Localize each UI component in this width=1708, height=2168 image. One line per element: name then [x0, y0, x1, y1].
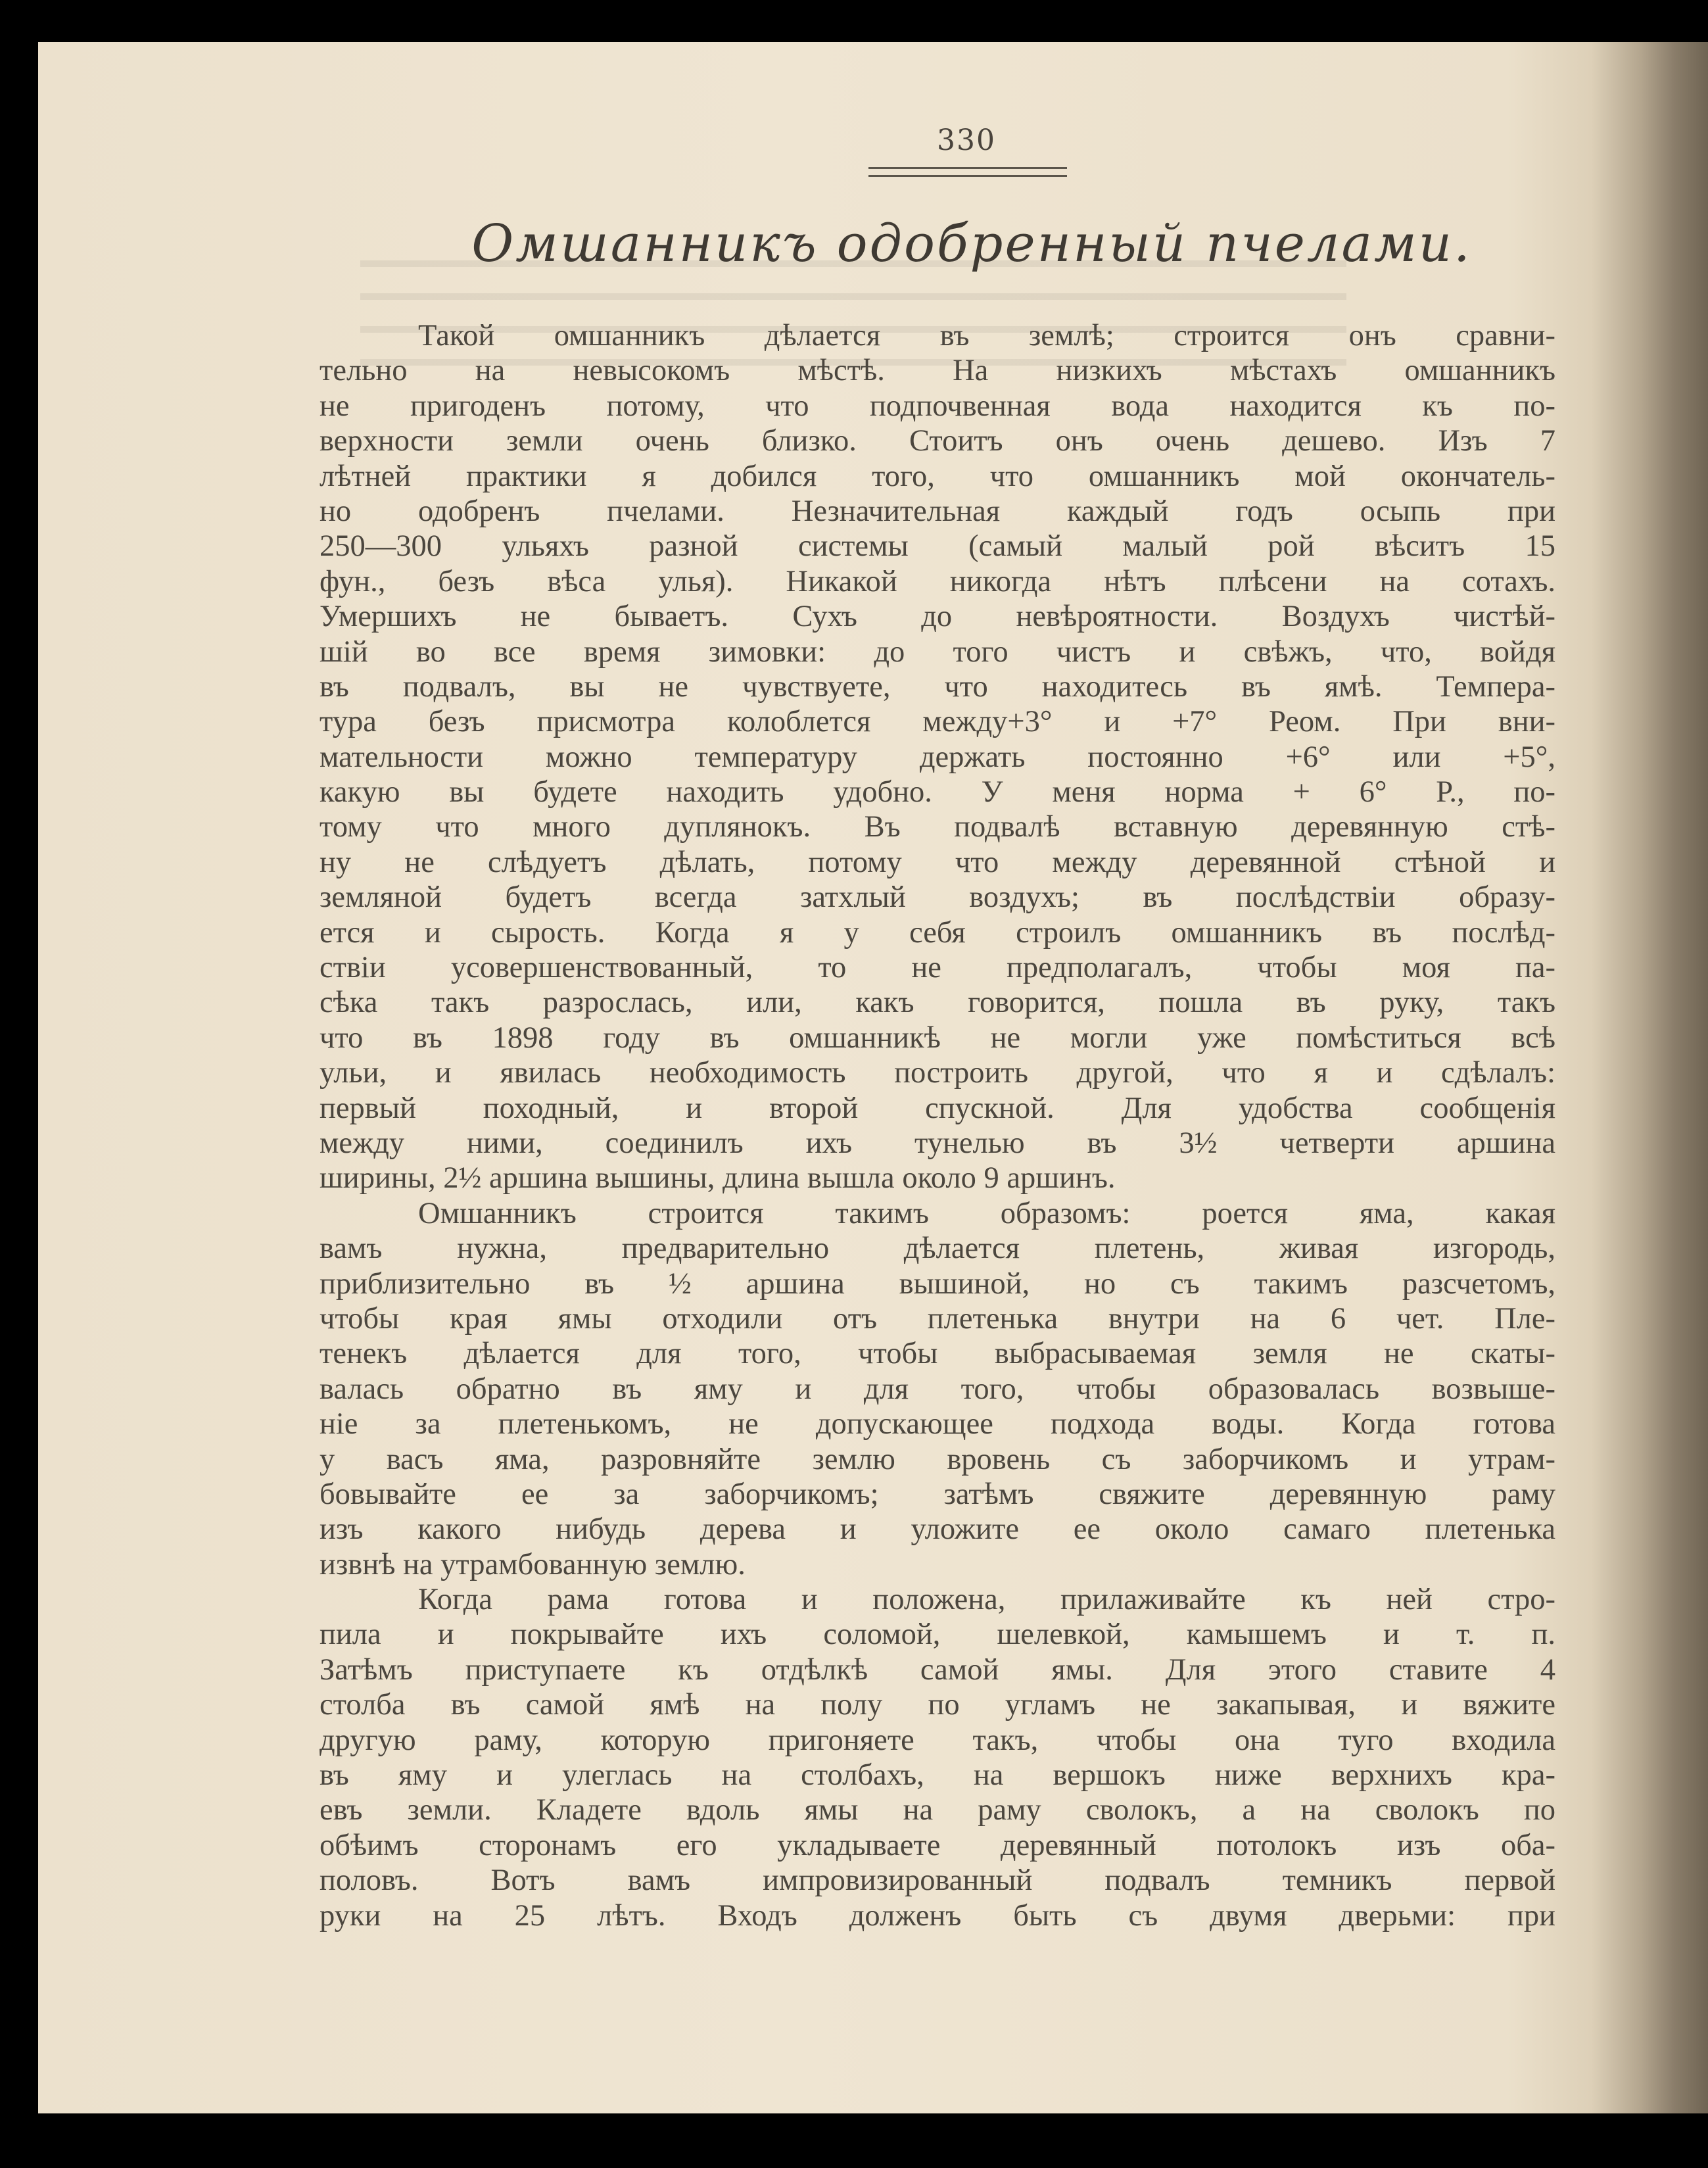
text-line: ется и сырость. Когда я у себя строилъ омшанникъ въ послѣд-	[320, 915, 1555, 950]
text-line: Когда рама готова и положена, прилаживайте къ ней стро-	[418, 1583, 1555, 1617]
text-line: ну не слѣдуетъ дѣлать, потому что между деревянной стѣной и	[320, 845, 1555, 879]
text-line: чтобы края ямы отходили отъ плетенька внутри на 6 чет. Пле-	[320, 1301, 1555, 1336]
text-line: тенекъ дѣлается для того, чтобы выбрасываемая земля не скаты-	[320, 1337, 1555, 1371]
text-line: изъ какого нибудь дерева и уложите ее около самаго плетенька	[320, 1512, 1555, 1547]
text-line: земляной будетъ всегда затхлый воздухъ; въ послѣдствіи образу-	[320, 880, 1555, 915]
text-line: вамъ нужна, предварительно дѣлается плетень, живая изгородь,	[320, 1232, 1555, 1266]
text-line: у васъ яма, разровняйте землю вровень съ заборчикомъ и утрам-	[320, 1442, 1555, 1476]
text-line: верхности земли очень близко. Стоитъ онъ очень дешево. Изъ 7	[320, 424, 1555, 458]
article-body	[320, 318, 1555, 1933]
text-line: лѣтней практики я добился того, что омшанникъ мой окончатель-	[320, 459, 1555, 493]
text-line: другую раму, которую пригоняете такъ, чтобы она туго входила	[320, 1723, 1555, 1757]
text-line: Такой омшанникъ дѣлается въ землѣ; строится онъ сравни-	[418, 319, 1555, 352]
text-line: въ яму и улеглась на столбахъ, на вершокъ ниже верхнихъ кра-	[320, 1758, 1555, 1793]
text-line: тому что много дуплянокъ. Въ подвалѣ вставную деревянную стѣ-	[320, 810, 1555, 844]
text-line: фун., безъ вѣса улья). Никакой никогда нѣтъ плѣсени на сотахъ.	[320, 564, 1555, 598]
text-line: ніе за плетенькомъ, не допускающее подхода воды. Когда готова	[320, 1407, 1555, 1441]
text-line: мательности можно температуру держать постоянно +6° или +5°,	[320, 740, 1555, 774]
book-page	[38, 42, 1708, 2113]
text-line: евъ земли. Кладете вдоль ямы на раму сволокъ, а на сволокъ по	[320, 1793, 1555, 1827]
text-line: Омшанникъ строится такимъ образомъ: роется яма, какая	[418, 1196, 1555, 1230]
text-line: какую вы будете находить удобно. У меня норма + 6° Р., по-	[320, 775, 1555, 809]
text-line: Умершихъ не бываетъ. Сухъ до невѣроятности. Воздухъ чистѣй-	[320, 600, 1555, 634]
text-line: руки на 25 лѣтъ. Входъ долженъ быть съ двумя дверьми: при	[320, 1898, 1555, 1933]
text-line: столба въ самой ямѣ на полу по угламъ не закапывая, и вяжите	[320, 1688, 1555, 1722]
text-line: извнѣ на утрамбованную землю.	[320, 1547, 746, 1581]
text-line: шій во все время зимовки: до того чистъ и свѣжъ, что, войдя	[320, 635, 1555, 669]
article-title: Омшанникъ одобренный пчелами.	[471, 214, 1472, 274]
text-line: сѣка такъ разрослась, или, какъ говорится, пошла въ руку, такъ	[320, 986, 1555, 1020]
text-line: ульи, и явилась необходимость построить другой, что я и сдѣлалъ:	[320, 1056, 1555, 1090]
text-line: 250—300 ульяхъ разной системы (самый малый рой вѣситъ 15	[320, 529, 1555, 564]
header-rule-bottom	[868, 175, 1067, 177]
text-line: что въ 1898 году въ омшанникѣ не могли уже помѣститься всѣ	[320, 1021, 1555, 1055]
text-line: но одобренъ пчелами. Незначительная каждый годъ осыпь при	[320, 494, 1555, 528]
text-line: между ними, соединилъ ихъ тунелью въ 3½ четверти аршина	[320, 1126, 1555, 1160]
text-line: тура безъ присмотра колоблется между+3° и +7° Реом. При вни-	[320, 705, 1555, 739]
text-line: ствіи усовершенствованный, то не предполагалъ, чтобы моя па-	[320, 951, 1555, 985]
text-line: не пригоденъ потому, что подпочвенная вода находится къ по-	[320, 389, 1555, 423]
text-line: валась обратно въ яму и для того, чтобы образовалась возвыше-	[320, 1372, 1555, 1406]
page-number: 330	[937, 124, 996, 157]
text-line: ширины, 2½ аршина вышины, длина вышла около 9 аршинъ.	[320, 1161, 1116, 1195]
text-line: первый походный, и второй спускной. Для удобства сообщенія	[320, 1091, 1555, 1125]
text-line: бовывайте ее за заборчикомъ; затѣмъ свяжите деревянную раму	[320, 1477, 1555, 1511]
header-rule-top	[868, 167, 1067, 169]
text-line: пила и покрывайте ихъ соломой, шелевкой, камышемъ и т. п.	[320, 1618, 1555, 1652]
text-line: Затѣмъ приступаете къ отдѣлкѣ самой ямы. Для этого ставите 4	[320, 1652, 1555, 1687]
text-line: приблизительно въ ½ аршина вышиной, но съ такимъ разсчетомъ,	[320, 1266, 1555, 1301]
text-line: половъ. Вотъ вамъ импровизированный подвалъ темникъ первой	[320, 1864, 1555, 1898]
text-line: въ подвалъ, вы не чувствуете, что находитесь въ ямѣ. Темпера-	[320, 669, 1555, 704]
text-line: обѣимъ сторонамъ его укладываете деревянный потолокъ изъ оба-	[320, 1828, 1555, 1862]
text-line: тельно на невысокомъ мѣстѣ. На низкихъ мѣстахъ омшанникъ	[320, 354, 1555, 388]
